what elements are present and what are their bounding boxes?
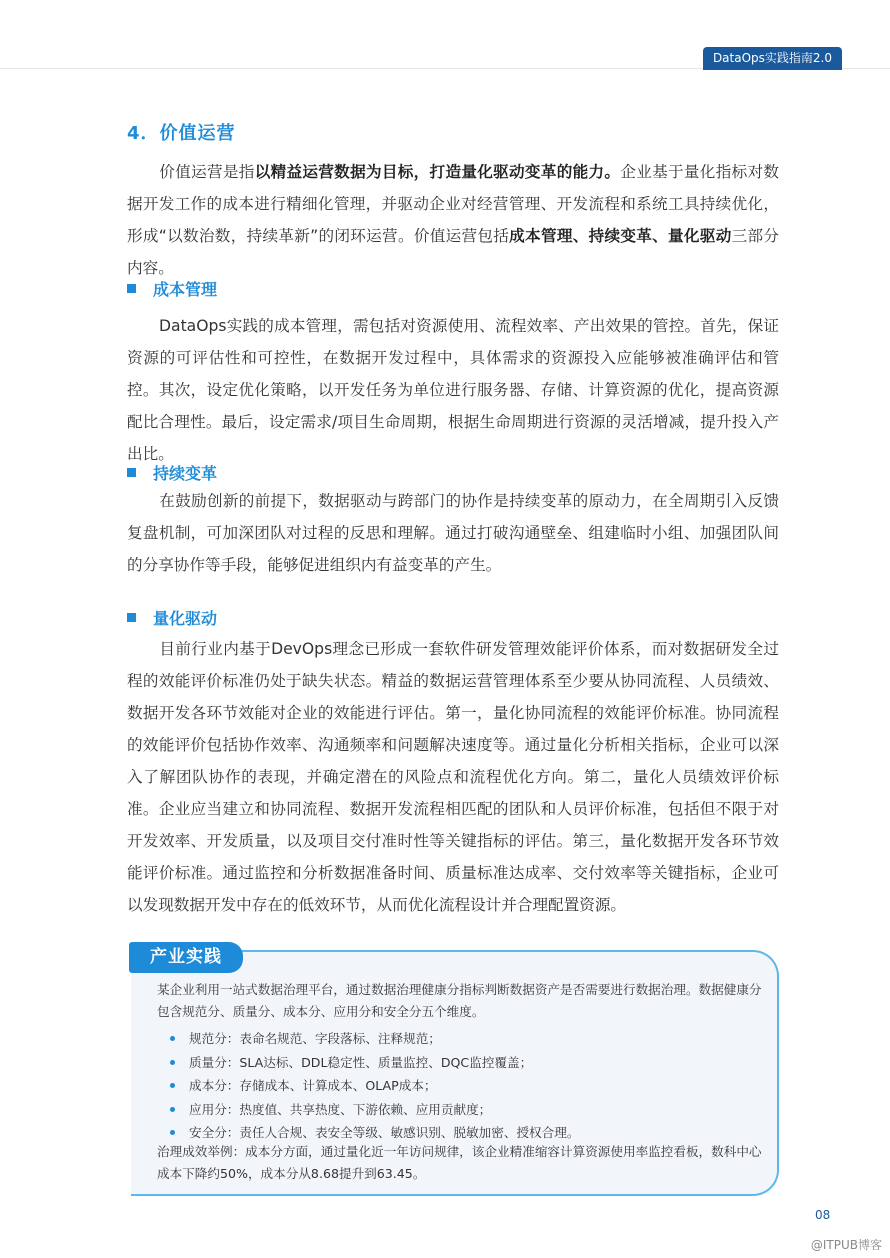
list-item: 应用分：热度值、共享热度、下游依赖、应用贡献度； [170,1098,579,1122]
bullet-dot-icon [170,1083,175,1088]
quant-heading: 量化驱动 [127,606,217,629]
practice-list [170,1027,579,1145]
practice-intro: 某企业利用一站式数据治理平台，通过数据治理健康分指标判断数据资产是否需要进行数据治理。数据健康分包含规范分、质量分、成本分、应用分和安全分五个维度。 [157,982,762,1019]
list-item: 质量分：SLA达标、DDL稳定性、质量监控、DQC监控覆盖； [170,1051,579,1075]
bullet-dot-icon [170,1036,175,1041]
bullet-dot-icon [170,1130,175,1135]
page-number: 08 [815,1208,831,1222]
quant-paragraph: 目前行业内基于DevOps理念已形成一套软件研发管理效能评价体系，而对数据研发全过程的效能评价标准仍处于缺失状态。精益的数据运营管理体系至少要从协同流程、人员绩效、数据开发各环节效能对企业的效能进行评估。第一，量化协同流程的效能评价标准。协同流程的效能评价包括协作效率、沟通频率和问题解决速度等。通过量化分析相关指标，企业可以深入了解团队协作的表现，并确定潜在的风险点和流程优化方向。第二，量化人员绩效评价标准。企业应当建立和协同流程、数据开发流程相匹配的团队和人员评价标准，包括但不限于对开发效率、开发质量，以及项目交付准时性等关键指标的评估。第三，量化数据开发各环节效能评价标准。通过监控和分析数据准备时间、质量标准达成率、交付效率等关键指标，企业可以发现数据开发中存在的低效环节，从而优化流程设计并合理配置资源。 [127,640,779,914]
section-title: 4．价值运营 [127,123,236,144]
cost-heading: 成本管理 [127,277,217,300]
practice-result: 治理成效举例：成本分方面，通过量化近一年访问规律，该企业精准缩容计算资源使用率监控看板，数科中心成本下降约50%，成本分从8.68提升到63.45。 [157,1144,762,1181]
change-paragraph: 在鼓励创新的前提下，数据驱动与跨部门的协作是持续变革的原动力，在全周期引入反馈复盘机制，可加深团队对过程的反思和理解。通过打破沟通壁垒、组建临时小组、加强团队间的分享协作等手段，能够促进组织内有益变革的产生。 [127,492,779,574]
list-item: 成本分：存储成本、计算成本、OLAP成本； [170,1074,579,1098]
intro-paragraph: 价值运营是指以精益运营数据为目标，打造量化驱动变革的能力。企业基于量化指标对数据开发工作的成本进行精细化管理，并驱动企业对经营管理、开发流程和系统工具持续优化，形成“以数治数，持续革新”的闭环运营。价值运营包括成本管理、持续变革、量化驱动三部分内容。 [127,163,779,277]
bullet-dot-icon [170,1060,175,1065]
list-item: 安全分：责任人合规、表安全等级、敏感识别、脱敏加密、授权合理。 [170,1121,579,1145]
square-bullet-icon [127,613,136,622]
square-bullet-icon [127,468,136,477]
list-item: 规范分：表命名规范、字段落标、注释规范； [170,1027,579,1051]
industry-practice-tab: 产业实践 [129,942,243,973]
change-heading: 持续变革 [127,461,217,484]
watermark: @ITPUB博客 [810,1238,882,1252]
header-doc-tag: DataOps实践指南2.0 [703,47,842,70]
bullet-dot-icon [170,1107,175,1112]
square-bullet-icon [127,284,136,293]
cost-paragraph: DataOps实践的成本管理，需包括对资源使用、流程效率、产出效果的管控。首先，保证资源的可评估性和可控性，在数据开发过程中，具体需求的资源投入应能够被准确评估和管控。其次，设定优化策略，以开发任务为单位进行服务器、存储、计算资源的优化，提高资源配比合理性。最后，设定需求/项目生命周期，根据生命周期进行资源的灵活增减，提升投入产出比。 [127,317,779,463]
